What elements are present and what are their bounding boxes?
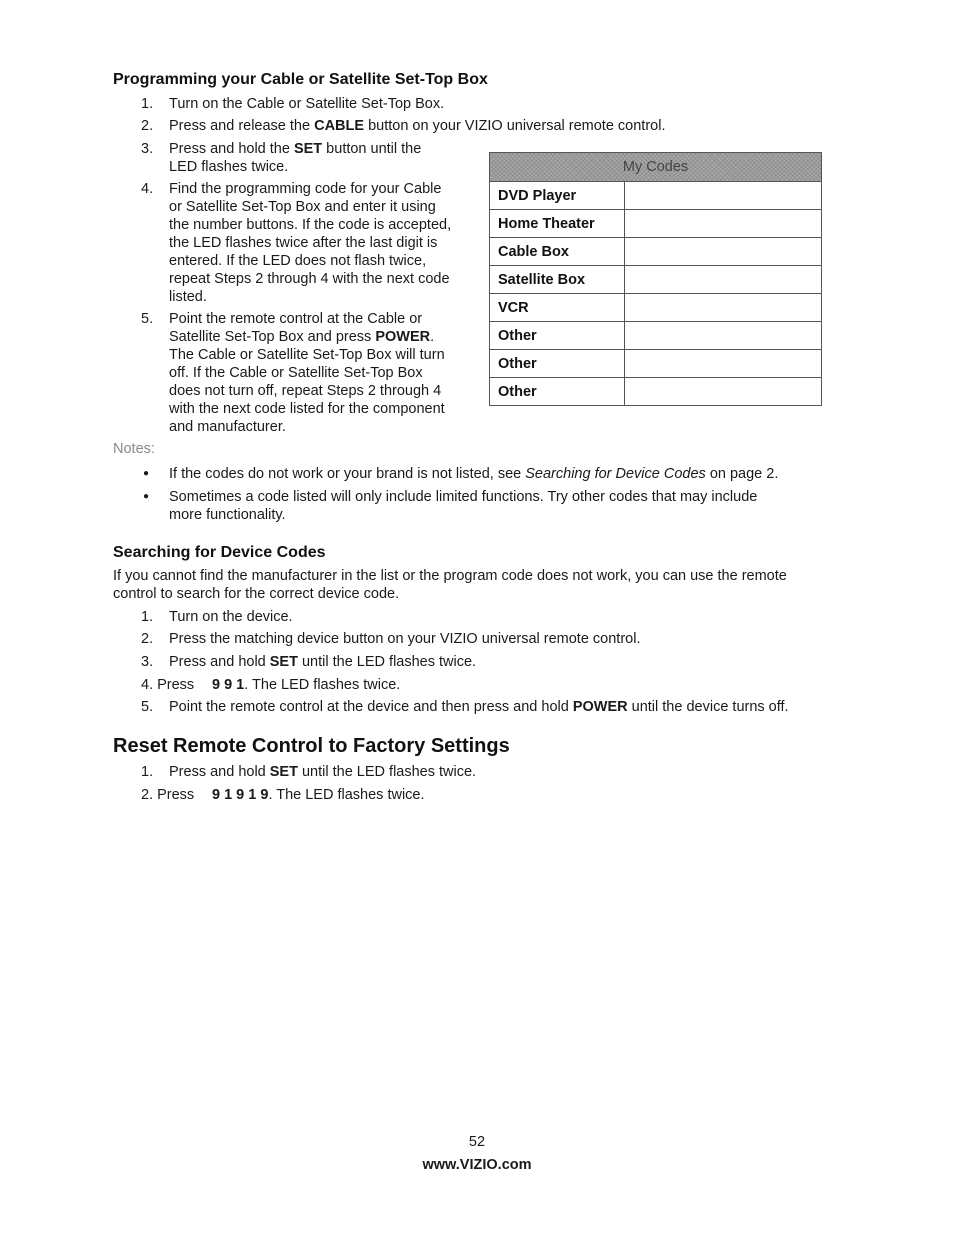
footer-url: www.VIZIO.com bbox=[422, 1157, 532, 1173]
step-number: 2. Press bbox=[141, 787, 195, 803]
notes-label: Notes: bbox=[113, 441, 155, 457]
section-title-programming: Programming your Cable or Satellite Set-Top Box bbox=[113, 71, 488, 88]
table-row bbox=[490, 210, 822, 238]
note-item: Sometimes a code listed will only include limited functions. Try other codes that may include more functionality. bbox=[169, 489, 758, 523]
step-number: 4. Press bbox=[141, 677, 195, 693]
step-number: 2. bbox=[141, 631, 154, 647]
step-text: Point the remote control at the device and then press and hold POWER until the device turns off. bbox=[169, 699, 789, 715]
step-text: Turn on the Cable or Satellite Set-Top Box. bbox=[169, 96, 445, 112]
step-text: Press and hold SET until the LED flashes twice. bbox=[169, 764, 477, 780]
code-cell bbox=[625, 210, 822, 238]
device-label: Other bbox=[490, 378, 625, 406]
table-row bbox=[490, 182, 822, 210]
device-label: VCR bbox=[490, 294, 625, 322]
step-text: Point the remote control at the Cable or Satellite Set-Top Box and press POWER. The Cable or Satellite Set-Top Box will turn off. If the Cable or Satellite Set-Top Box does not turn off, repeat Steps 2 through 4 with the next code listed for the component and manufacturer. bbox=[169, 311, 445, 435]
step-number: 1. bbox=[141, 609, 154, 625]
step-number: 3. bbox=[141, 141, 154, 157]
table-row bbox=[490, 266, 822, 294]
step-number: 4. bbox=[141, 181, 154, 197]
step-text: Press and release the CABLE button on your VIZIO universal remote control. bbox=[169, 118, 666, 134]
step-text: Press and hold SET until the LED flashes twice. bbox=[169, 654, 477, 670]
section-title-reset: Reset Remote Control to Factory Settings bbox=[113, 735, 510, 757]
table-row bbox=[490, 322, 822, 350]
code-cell bbox=[625, 294, 822, 322]
step-number: 5. bbox=[141, 699, 154, 715]
bullet-icon: ● bbox=[143, 491, 150, 502]
table-row bbox=[490, 294, 822, 322]
page-number: 52 bbox=[468, 1134, 486, 1150]
device-label: DVD Player bbox=[490, 182, 625, 210]
my-codes-table bbox=[489, 152, 822, 406]
note-item: If the codes do not work or your brand is not listed, see Searching for Device Codes on page 2. bbox=[169, 466, 779, 482]
step-text: Find the programming code for your Cable or Satellite Set-Top Box and enter it using the number buttons. If the code is accepted, the LED flashes twice after the last digit is entered. If the LED does not flash twice, repeat Steps 2 through 4 with the next code listed. bbox=[169, 181, 452, 305]
step-number: 1. bbox=[141, 764, 154, 780]
code-cell bbox=[625, 322, 822, 350]
table-row bbox=[490, 238, 822, 266]
device-label: Other bbox=[490, 350, 625, 378]
step-text: 9 1 9 1 9. The LED flashes twice. bbox=[212, 787, 425, 803]
device-label: Home Theater bbox=[490, 210, 625, 238]
step-number: 1. bbox=[141, 96, 154, 112]
step-text: 9 9 1. The LED flashes twice. bbox=[212, 677, 401, 693]
step-text: Press the matching device button on your VIZIO universal remote control. bbox=[169, 631, 641, 647]
bullet-icon: ● bbox=[143, 468, 150, 479]
section-title-searching: Searching for Device Codes bbox=[113, 544, 326, 561]
device-label: Other bbox=[490, 322, 625, 350]
code-cell bbox=[625, 378, 822, 406]
step-number: 3. bbox=[141, 654, 154, 670]
table-row bbox=[490, 378, 822, 406]
step-text: Press and hold the SET button until the LED flashes twice. bbox=[169, 141, 422, 175]
code-cell bbox=[625, 350, 822, 378]
code-cell bbox=[625, 238, 822, 266]
code-cell bbox=[625, 266, 822, 294]
step-text: Turn on the device. bbox=[169, 609, 293, 625]
step-number: 5. bbox=[141, 311, 154, 327]
table-row bbox=[490, 350, 822, 378]
device-label: Satellite Box bbox=[490, 266, 625, 294]
my-codes-header: My Codes bbox=[490, 153, 822, 182]
code-cell bbox=[625, 182, 822, 210]
device-label: Cable Box bbox=[490, 238, 625, 266]
step-number: 2. bbox=[141, 118, 154, 134]
section-intro: If you cannot find the manufacturer in the list or the program code does not work, you can use the remote control to search for the correct device code. bbox=[113, 568, 787, 602]
